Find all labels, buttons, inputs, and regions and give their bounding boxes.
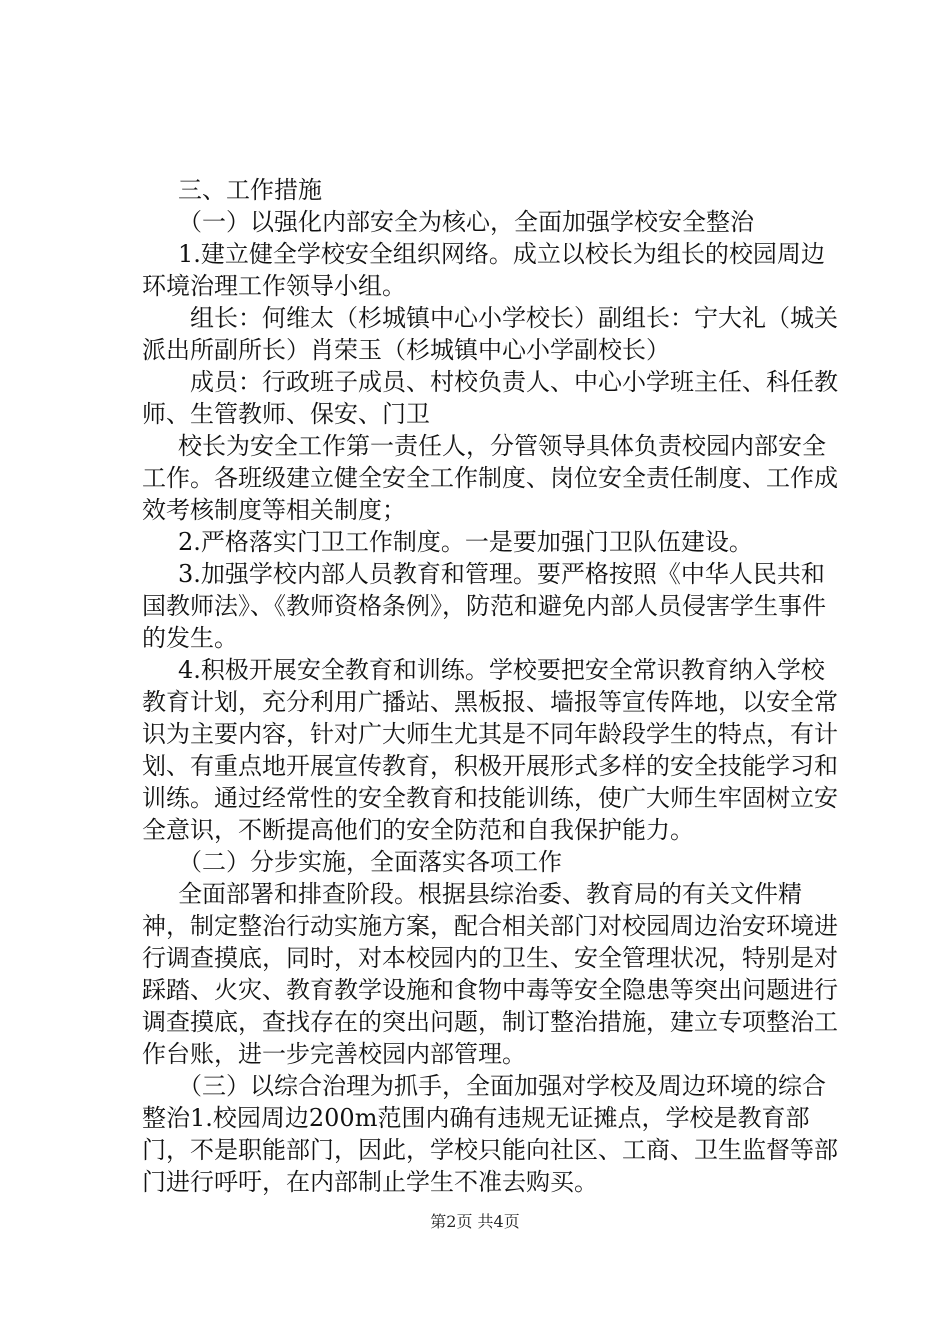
section-heading-measures: 三、工作措施	[178, 176, 322, 204]
subsection-heading-1: （一）以强化内部安全为核心，全面加强学校安全整治	[178, 208, 754, 236]
paragraph-item-1: 1.建立健全学校安全组织网络。成立以校长为组长的校园周边环境治理工作领导小组。	[142, 240, 825, 300]
paragraph-leaders: 组长：何维太（杉城镇中心小学校长）副组长：宁大礼（城关派出所副所长）肖荣玉（杉城镇中心小学副校长）	[142, 304, 838, 364]
paragraph-deployment: 全面部署和排查阶段。根据县综治委、教育局的有关文件精神，制定整治行动实施方案，配合相关部门对校园周边治安环境进行调查摸底，同时，对本校园内的卫生、安全管理状况，特别是对踩踏、火灾、教育教学设施和食物中毒等安全隐患等突出问题进行调查摸底，查找存在的突出问题，制订整治措施，建立专项整治工作台账，进一步完善校园内部管理。	[142, 880, 838, 1068]
paragraph-item-2: 2.严格落实门卫工作制度。一是要加强门卫队伍建设。	[178, 528, 753, 556]
paragraph-responsibility: 校长为安全工作第一责任人，分管领导具体负责校园内部安全工作。各班级建立健全安全工作制度、岗位安全责任制度、工作成效考核制度等相关制度；	[142, 432, 838, 524]
subsection-heading-2: （二）分步实施，全面落实各项工作	[178, 848, 562, 876]
paragraph-item-4: 4.积极开展安全教育和训练。学校要把安全常识教育纳入学校教育计划，充分利用广播站、黑板报、墙报等宣传阵地，以安全常识为主要内容，针对广大师生尤其是不同年龄段学生的特点，有计划、有重点地开展宣传教育，积极开展形式多样的安全技能学习和训练。通过经常性的安全教育和技能训练，使广大师生牢固树立安全意识，不断提高他们的安全防范和自我保护能力。	[142, 656, 838, 844]
paragraph-members: 成员：行政班子成员、村校负责人、中心小学班主任、科任教师、生管教师、保安、门卫	[142, 368, 838, 428]
subsection-heading-3: （三）以综合治理为抓手，全面加强对学校及周边环境的综合整治1.校园周边200m范围内确有违规无证摊点，学校是教育部门，不是职能部门，因此，学校只能向社区、工商、卫生监督等部门进行呼吁，在内部制止学生不准去购买。	[142, 1072, 838, 1196]
document-body	[142, 174, 842, 1198]
paragraph-item-3: 3.加强学校内部人员教育和管理。要严格按照《中华人民共和国教师法》、《教师资格条例》，防范和避免内部人员侵害学生事件的发生。	[142, 560, 826, 652]
page-number-footer: 第2页 共4页	[430, 1212, 520, 1231]
